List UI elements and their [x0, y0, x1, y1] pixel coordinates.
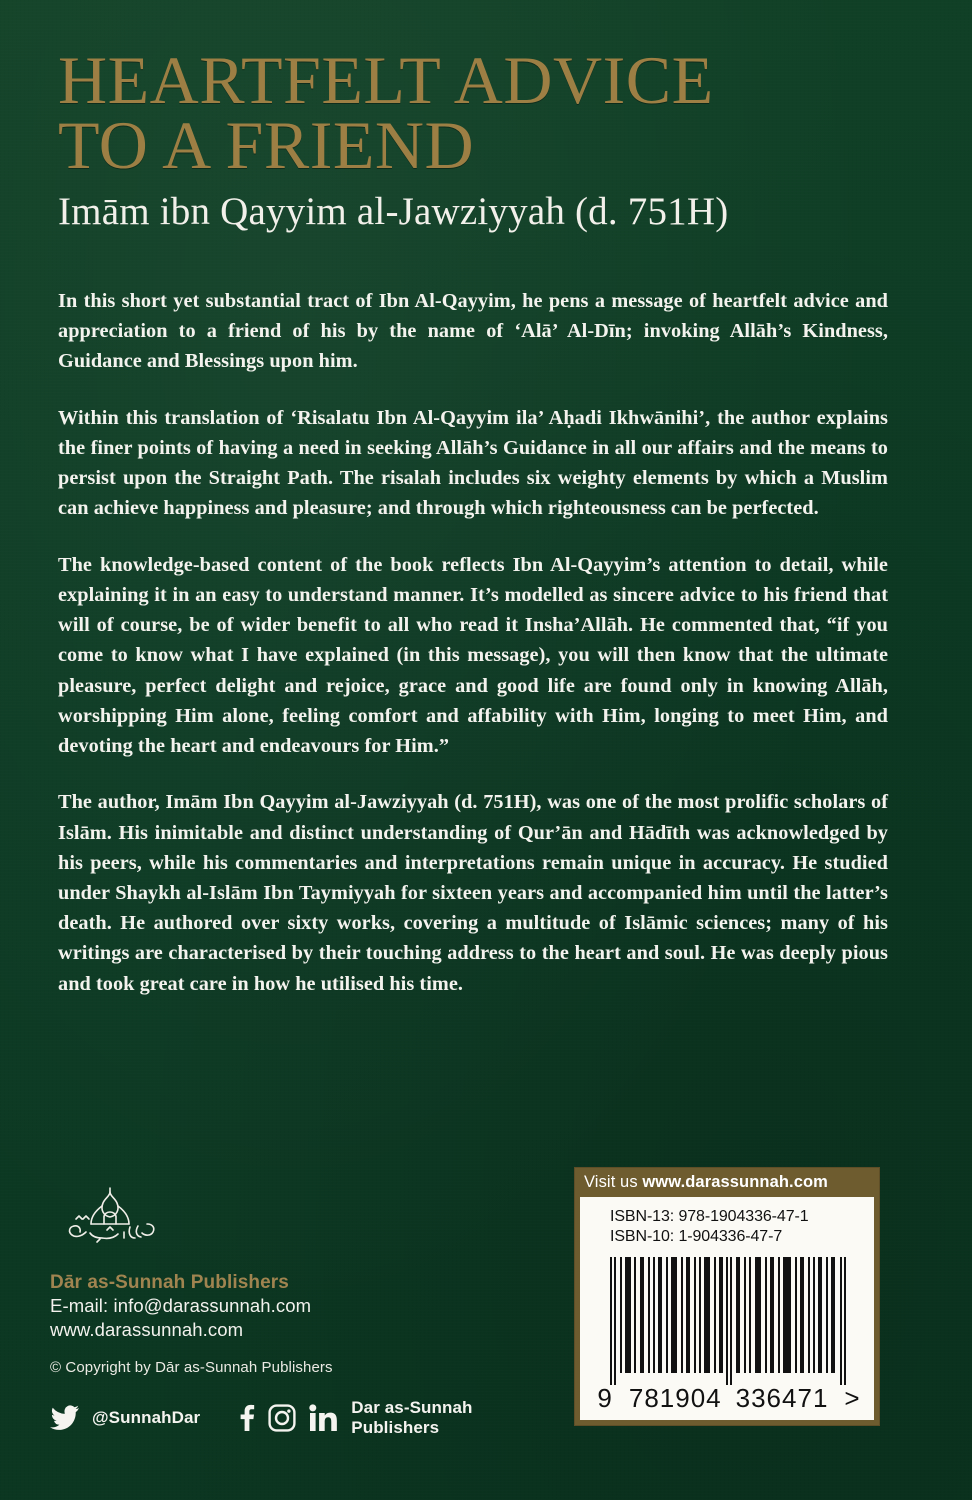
title-line-1: HEARTFELT ADVICE — [58, 42, 714, 118]
ean13-barcode-image — [588, 1257, 866, 1385]
isbn-10: ISBN-10: 1-904336-47-7 — [610, 1228, 783, 1246]
isbn-13: ISBN-13: 978-1904336-47-1 — [610, 1208, 809, 1225]
visit-us-url[interactable]: www.darassunnah.com — [642, 1173, 828, 1191]
dar-as-sunnah-logo-icon — [50, 1186, 180, 1258]
author-subtitle: Imām ibn Qayyim al-Jawziyyah (d. 751H) — [58, 190, 729, 234]
twitter-bird-icon[interactable] — [50, 1405, 80, 1431]
ean-right-group: 336471 — [735, 1383, 829, 1414]
publisher-email[interactable]: E-mail: info@darassunnah.com — [50, 1295, 312, 1316]
blurb-text — [58, 286, 888, 999]
blurb-paragraph: In this short yet substantial tract of Ibn Al-Qayyim, he pens a message of heartfelt advice and appreciation to a friend of his by the name of ‘Alā’ Al-Dīn; invoking Allāh’s Kindness, Guidance and Blessings upon him. — [58, 290, 888, 373]
social-links-row — [50, 1398, 550, 1438]
blurb-paragraph: Within this translation of ‘Risalatu Ibn Al-Qayyim ila’ Aḥadi Ikhwānihi’, the author explains the finer points of having a need in seeking Allāh’s Guidance in all our affairs and the means to persist upon the Straight Path. The risalah includes six weighty elements by which a Muslim can achieve happiness and pleasure; and through which righteousness can be perfected. — [58, 406, 888, 520]
instagram-icon[interactable] — [268, 1404, 296, 1432]
page-title — [58, 42, 938, 183]
barcode-paper — [580, 1197, 874, 1420]
ean-suffix: > — [844, 1383, 861, 1414]
publisher-name: Dār as-Sunnah Publishers — [50, 1272, 289, 1293]
blurb-paragraph: The knowledge-based content of the book reflects Ibn Al-Qayyim’s attention to detail, while explaining it in an easy to understand manner. It’s modelled as sincere advice to his friend that will of course, be of wider benefit to all who read it Insha’Allāh. He commented that, “if you come to know what I have explained (in this message), you will then know that the ultimate pleasure, perfect delight and rejoice, grace and good life are found only in knowing Allāh, worshipping Him alone, feeling comfort and affability with Him, longing to meet Him, and devoting the heart and endeavours for Him.” — [58, 553, 888, 758]
facebook-icon[interactable] — [238, 1404, 255, 1432]
title-block — [58, 42, 938, 234]
visit-us-label: Visit us — [584, 1173, 643, 1191]
publisher-info — [50, 1186, 550, 1438]
blurb-paragraph: The author, Imām Ibn Qayyim al-Jawziyyah (d. 751H), was one of the most prolific scholars of Islām. His inimitable and distinct understanding of Qur’ān and Hādīth was acknowledged by his peers, while his commentaries and interpretations remain unique in accuracy. He studied under Shaykh al-Islām Ibn Taymiyyah for sixteen years and accompanied him until the latter’s death. He authored over sixty works, covering a multitude of Islāmic sciences; many of his writings are characterised by their touching address to the heart and soul. He was deeply pious and took great care in how he utilised his time. — [58, 791, 888, 995]
title-line-2: TO A FRIEND — [58, 106, 475, 183]
isbn-barcode-block — [574, 1167, 880, 1426]
twitter-handle[interactable]: @SunnahDar — [92, 1408, 201, 1428]
publisher-website[interactable]: www.darassunnah.com — [50, 1318, 244, 1340]
copyright-notice: © Copyright by Dār as-Sunnah Publishers — [50, 1359, 333, 1377]
visit-us-banner[interactable] — [575, 1168, 879, 1197]
ean-left-group: 781904 — [628, 1383, 722, 1414]
ean13-human-readable-digits — [588, 1383, 866, 1414]
linkedin-icon[interactable] — [309, 1404, 337, 1432]
social-page-name: Dar as-Sunnah Publishers — [351, 1398, 473, 1438]
ean-first-digit: 9 — [597, 1383, 613, 1414]
